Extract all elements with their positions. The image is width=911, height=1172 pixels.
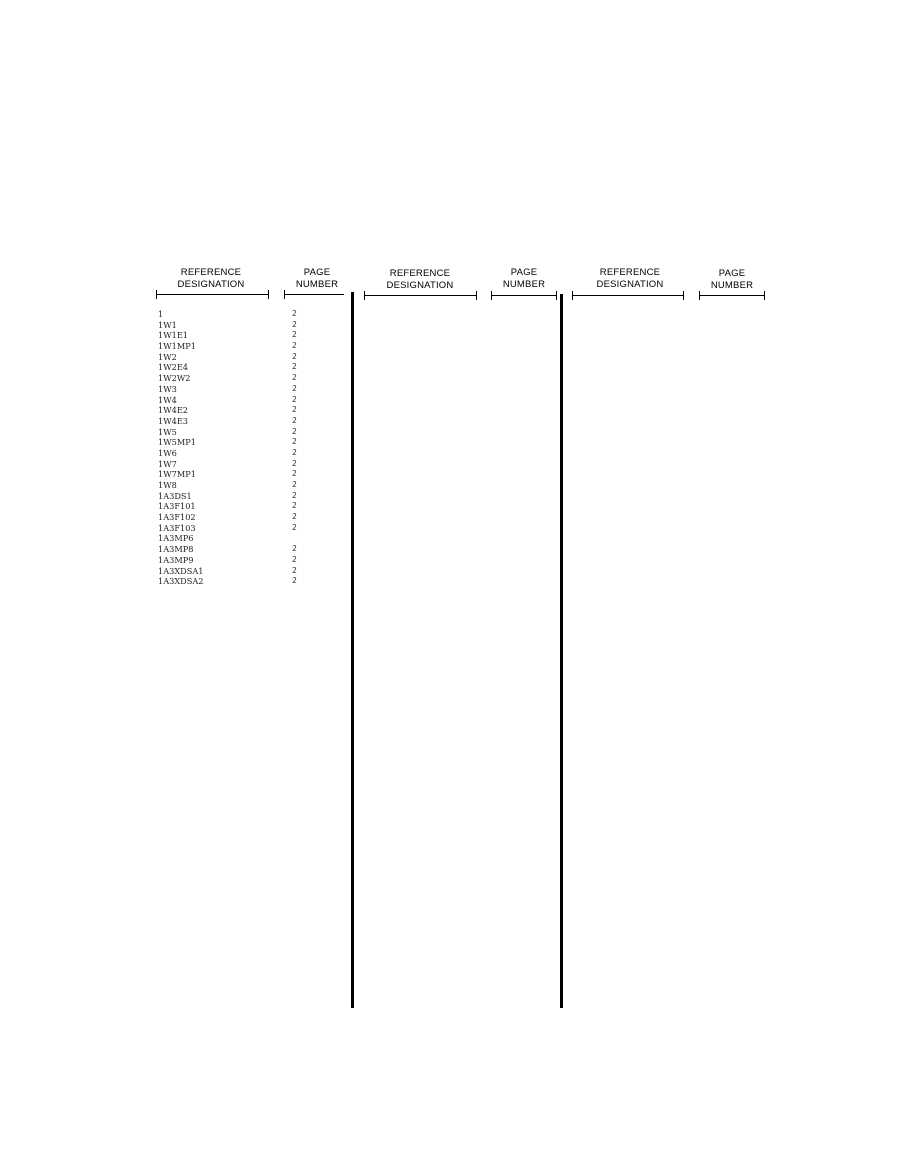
page-header-line2: NUMBER <box>502 279 546 290</box>
list-item <box>158 555 308 566</box>
ref-header-1 <box>160 267 262 291</box>
list-item <box>158 469 308 480</box>
list-item <box>158 459 308 470</box>
list-item <box>158 320 308 331</box>
reference-designation: 1W4E3 <box>158 415 189 426</box>
list-item <box>158 395 308 406</box>
reference-designation: 1A3F103 <box>158 522 196 533</box>
reference-designation: 1W7 <box>158 458 177 469</box>
list-item <box>158 352 308 363</box>
page-number: 2 <box>292 309 297 318</box>
ref-header-line2: DESIGNATION <box>177 279 245 290</box>
list-item <box>158 544 308 555</box>
reference-designation: 1W4 <box>158 394 177 405</box>
list-item <box>158 501 308 512</box>
list-item <box>158 576 308 587</box>
list-item <box>158 523 308 534</box>
page-number: 2 <box>292 501 297 511</box>
list-item <box>158 448 308 459</box>
reference-designation: 1W5MP1 <box>158 437 196 448</box>
page-header-line1: PAGE <box>510 267 538 278</box>
page-header-1 <box>287 267 347 291</box>
page-number: 2 <box>292 330 297 340</box>
page-number: 2 <box>292 447 297 457</box>
page-header-3 <box>702 268 762 292</box>
page-bracket-2 <box>491 291 557 301</box>
page-bracket-1 <box>284 290 344 300</box>
list-item <box>158 384 308 395</box>
ref-header-line1: REFERENCE <box>599 267 661 278</box>
ref-bracket-3 <box>572 291 684 301</box>
list-item <box>158 512 308 523</box>
page-number: 2 <box>292 405 297 415</box>
page-header-line2: NUMBER <box>710 280 754 291</box>
reference-designation: 1W8 <box>158 480 177 490</box>
page-bracket-3 <box>699 291 765 301</box>
list-item <box>158 330 308 341</box>
column-divider-1 <box>351 292 354 1008</box>
page-number: 2 <box>292 565 297 575</box>
page-header-line1: PAGE <box>303 267 331 278</box>
list-item <box>158 362 308 373</box>
page-number: 2 <box>292 341 297 351</box>
list-item <box>158 533 308 544</box>
page-number: 2 <box>292 373 297 383</box>
page-number: 2 <box>292 576 297 586</box>
list-item <box>158 341 308 352</box>
ref-bracket-1 <box>156 290 269 300</box>
ref-header-line1: REFERENCE <box>180 267 242 278</box>
list-item <box>158 480 308 491</box>
ref-header-2 <box>369 268 471 292</box>
column-divider-2 <box>560 294 563 1008</box>
page-number: 2 <box>292 437 297 447</box>
page-number: 2 <box>292 469 297 479</box>
reference-designation: 1A3DS1 <box>158 490 192 501</box>
page-number: 2 <box>292 512 297 522</box>
reference-designation: 1W3 <box>158 383 177 394</box>
list-item <box>158 491 308 502</box>
ref-bracket-2 <box>364 291 477 301</box>
page-number: 2 <box>292 319 297 329</box>
page-number: 2 <box>292 544 297 554</box>
reference-designation: 1A3XDSA2 <box>158 576 204 587</box>
page-number: 2 <box>292 522 297 532</box>
reference-designation: 1W1 <box>158 319 177 330</box>
list-item <box>158 309 308 320</box>
reference-designation: 1 <box>158 309 164 319</box>
page-number: 2 <box>292 480 297 489</box>
ref-header-line2: DESIGNATION <box>596 279 664 290</box>
reference-designation: 1W7MP1 <box>158 469 196 480</box>
page-number: 2 <box>292 362 297 372</box>
ref-header-line1: REFERENCE <box>389 268 451 279</box>
page-number: 2 <box>292 458 297 468</box>
ref-header-3 <box>578 267 682 291</box>
list-item <box>158 373 308 384</box>
page-number: 2 <box>292 426 297 436</box>
reference-designation: 1W4E2 <box>158 405 189 416</box>
reference-designation: 1W1MP1 <box>158 341 196 352</box>
list-item <box>158 427 308 438</box>
list-item <box>158 416 308 427</box>
page-header-line2: NUMBER <box>295 279 339 290</box>
page-header-line1: PAGE <box>718 268 746 279</box>
list-item <box>158 437 308 448</box>
list-item <box>158 405 308 416</box>
page-number: 2 <box>292 490 297 500</box>
reference-designation: 1W2W2 <box>158 373 191 384</box>
page-number: 2 <box>292 415 297 425</box>
page-number: 2 <box>292 351 297 361</box>
reference-designation: 1W2 <box>158 351 177 362</box>
reference-designation: 1A3MP8 <box>158 544 194 555</box>
reference-designation: 1W5 <box>158 426 177 437</box>
reference-designation: 1A3XDSA1 <box>158 565 204 576</box>
reference-designation: 1W1E1 <box>158 330 189 341</box>
list-item <box>158 566 308 577</box>
reference-designation: 1W2E4 <box>158 362 189 373</box>
page-number: 2 <box>292 394 297 404</box>
reference-designation: 1A3MP9 <box>158 554 194 565</box>
reference-designation: 1A3MP6 <box>158 533 194 544</box>
ref-header-line2: DESIGNATION <box>386 280 454 291</box>
page-number: 2 <box>292 383 297 393</box>
reference-designation: 1A3F101 <box>158 501 196 512</box>
reference-designation: 1A3F102 <box>158 512 196 523</box>
page-header-2 <box>494 267 554 291</box>
entry-list <box>158 309 308 587</box>
page-number: 2 <box>292 554 297 564</box>
reference-designation: 1W6 <box>158 447 177 458</box>
